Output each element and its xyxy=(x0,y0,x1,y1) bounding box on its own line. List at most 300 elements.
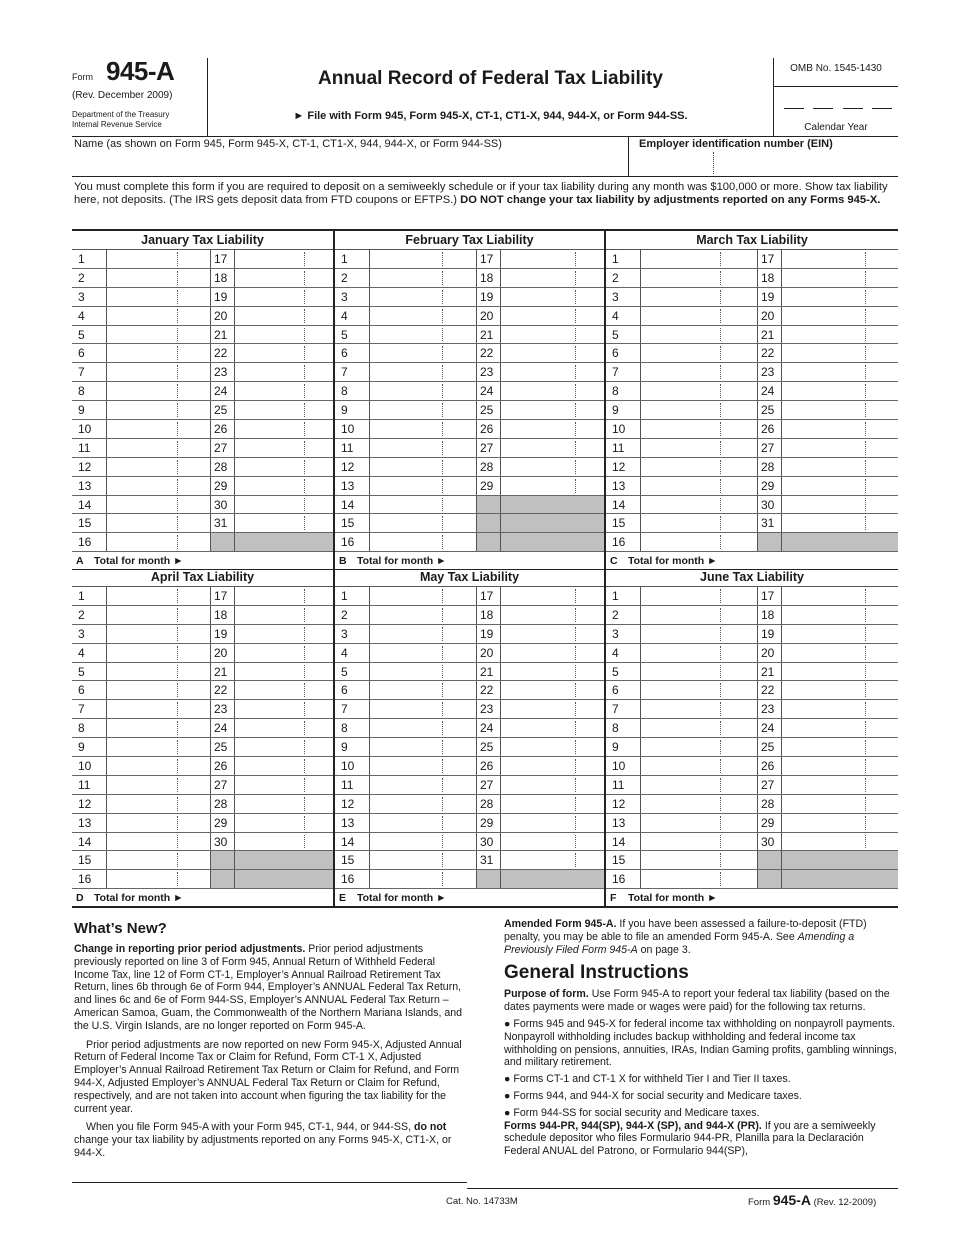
day-number: 13 xyxy=(78,478,92,493)
day-number: 17 xyxy=(757,587,781,605)
day-20-amount-input[interactable] xyxy=(234,307,333,325)
day-row xyxy=(72,363,333,382)
day-21-amount-input[interactable] xyxy=(234,663,333,681)
return-types-list xyxy=(504,1018,898,1120)
day-12-amount-input[interactable] xyxy=(106,458,210,476)
day-27-amount-input[interactable] xyxy=(781,439,898,457)
day-2-amount-input[interactable] xyxy=(106,269,210,287)
month-total-row[interactable] xyxy=(335,889,604,907)
day-number: 5 xyxy=(78,327,85,342)
day-8-amount-input[interactable] xyxy=(369,382,476,400)
day-9-amount-input[interactable] xyxy=(106,738,210,756)
ein-separator xyxy=(713,152,714,174)
day-15-amount-input[interactable] xyxy=(106,514,210,532)
day-10-amount-input[interactable] xyxy=(640,420,757,438)
day-number: 28 xyxy=(757,795,781,813)
day-25-amount-input[interactable] xyxy=(234,738,333,756)
day-15-amount-input[interactable] xyxy=(640,851,757,869)
day-26-amount-input[interactable] xyxy=(781,757,898,775)
day-28-amount-input[interactable] xyxy=(781,795,898,813)
day-11-amount-input[interactable] xyxy=(369,439,476,457)
day-number: 27 xyxy=(210,439,234,457)
day-row xyxy=(606,681,898,700)
day-row xyxy=(72,533,333,552)
day-number: 15 xyxy=(612,516,626,531)
day-28-amount-input[interactable] xyxy=(500,795,604,813)
day-13-amount-input[interactable] xyxy=(369,814,476,832)
day-11-amount-input[interactable] xyxy=(640,776,757,794)
day-27-amount-input[interactable] xyxy=(500,439,604,457)
day-number: 13 xyxy=(612,478,626,493)
day-number: 29 xyxy=(476,477,500,495)
day-row xyxy=(72,644,333,663)
unused-cell xyxy=(500,514,604,532)
name-field[interactable] xyxy=(72,152,628,176)
day-number: 9 xyxy=(78,740,85,755)
day-6-amount-input[interactable] xyxy=(106,681,210,699)
day-20-amount-input[interactable] xyxy=(781,644,898,662)
day-row xyxy=(606,757,898,776)
day-number: 3 xyxy=(78,626,85,641)
day-2-amount-input[interactable] xyxy=(369,606,476,624)
day-number: 26 xyxy=(476,420,500,438)
day-18-amount-input[interactable] xyxy=(234,269,333,287)
day-23-amount-input[interactable] xyxy=(781,363,898,381)
day-number: 2 xyxy=(612,270,619,285)
day-10-amount-input[interactable] xyxy=(640,757,757,775)
day-4-amount-input[interactable] xyxy=(369,307,476,325)
revision-date: (Rev. December 2009) xyxy=(72,90,173,101)
day-row xyxy=(335,776,604,795)
day-24-amount-input[interactable] xyxy=(781,382,898,400)
day-3-amount-input[interactable] xyxy=(106,288,210,306)
day-15-amount-input[interactable] xyxy=(106,851,210,869)
day-number: 1 xyxy=(612,589,619,603)
day-number: 31 xyxy=(210,514,234,532)
day-19-amount-input[interactable] xyxy=(234,288,333,306)
day-number xyxy=(210,533,234,551)
day-row xyxy=(72,833,333,852)
form-id-block xyxy=(72,58,208,136)
day-13-amount-input[interactable] xyxy=(106,477,210,495)
day-24-amount-input[interactable] xyxy=(234,719,333,737)
day-29-amount-input[interactable] xyxy=(234,814,333,832)
day-2-amount-input[interactable] xyxy=(369,269,476,287)
day-number: 19 xyxy=(757,288,781,306)
day-10-amount-input[interactable] xyxy=(369,757,476,775)
day-18-amount-input[interactable] xyxy=(781,606,898,624)
day-number: 10 xyxy=(612,759,626,774)
day-row xyxy=(606,439,898,458)
day-row xyxy=(72,269,333,288)
day-24-amount-input[interactable] xyxy=(234,382,333,400)
day-row xyxy=(72,587,333,606)
day-28-amount-input[interactable] xyxy=(234,795,333,813)
day-28-amount-input[interactable] xyxy=(500,458,604,476)
day-23-amount-input[interactable] xyxy=(500,700,604,718)
day-12-amount-input[interactable] xyxy=(640,795,757,813)
day-25-amount-input[interactable] xyxy=(781,738,898,756)
day-number: 20 xyxy=(476,644,500,662)
month-total-row[interactable] xyxy=(606,889,898,907)
day-13-amount-input[interactable] xyxy=(106,814,210,832)
day-4-amount-input[interactable] xyxy=(640,644,757,662)
day-11-amount-input[interactable] xyxy=(369,776,476,794)
day-number: 2 xyxy=(78,607,85,622)
day-14-amount-input[interactable] xyxy=(640,496,757,514)
day-number: 15 xyxy=(78,516,92,531)
day-15-amount-input[interactable] xyxy=(369,851,476,869)
day-number: 6 xyxy=(341,346,348,361)
day-row xyxy=(606,420,898,439)
day-number: 5 xyxy=(78,664,85,679)
day-26-amount-input[interactable] xyxy=(781,420,898,438)
day-22-amount-input[interactable] xyxy=(500,681,604,699)
day-17-amount-input[interactable] xyxy=(781,250,898,268)
day-number: 28 xyxy=(210,795,234,813)
day-6-amount-input[interactable] xyxy=(369,681,476,699)
day-20-amount-input[interactable] xyxy=(500,644,604,662)
day-22-amount-input[interactable] xyxy=(781,344,898,362)
day-21-amount-input[interactable] xyxy=(500,326,604,344)
day-number: 5 xyxy=(341,327,348,342)
day-number: 14 xyxy=(612,834,626,849)
day-13-amount-input[interactable] xyxy=(369,477,476,495)
day-row xyxy=(72,776,333,795)
day-6-amount-input[interactable] xyxy=(640,681,757,699)
day-6-amount-input[interactable] xyxy=(369,344,476,362)
day-3-amount-input[interactable] xyxy=(106,625,210,643)
return-type-item: ● Forms 944, and 944-X for social security and Medicare taxes. xyxy=(504,1089,802,1102)
total-label: Total for month ► xyxy=(357,892,447,905)
day-26-amount-input[interactable] xyxy=(234,420,333,438)
day-26-amount-input[interactable] xyxy=(500,757,604,775)
day-7-amount-input[interactable] xyxy=(106,363,210,381)
day-16-amount-input[interactable] xyxy=(369,870,476,888)
day-number: 2 xyxy=(78,270,85,285)
day-1-amount-input[interactable] xyxy=(369,250,476,268)
day-19-amount-input[interactable] xyxy=(781,625,898,643)
day-27-amount-input[interactable] xyxy=(500,776,604,794)
day-8-amount-input[interactable] xyxy=(640,382,757,400)
day-number: 29 xyxy=(476,814,500,832)
day-5-amount-input[interactable] xyxy=(369,663,476,681)
day-19-amount-input[interactable] xyxy=(234,625,333,643)
day-24-amount-input[interactable] xyxy=(500,382,604,400)
day-25-amount-input[interactable] xyxy=(234,401,333,419)
day-row xyxy=(606,833,898,852)
day-18-amount-input[interactable] xyxy=(781,269,898,287)
total-line-letter: B xyxy=(339,555,347,568)
day-31-amount-input[interactable] xyxy=(234,514,333,532)
day-22-amount-input[interactable] xyxy=(234,681,333,699)
day-25-amount-input[interactable] xyxy=(781,401,898,419)
day-10-amount-input[interactable] xyxy=(106,757,210,775)
day-number: 12 xyxy=(341,459,355,474)
day-29-amount-input[interactable] xyxy=(500,814,604,832)
month-column xyxy=(72,231,333,570)
day-number: 23 xyxy=(210,700,234,718)
day-3-amount-input[interactable] xyxy=(640,288,757,306)
day-1-amount-input[interactable] xyxy=(640,587,757,605)
day-28-amount-input[interactable] xyxy=(234,458,333,476)
day-12-amount-input[interactable] xyxy=(369,458,476,476)
day-row xyxy=(335,401,604,420)
day-9-amount-input[interactable] xyxy=(106,401,210,419)
day-number: 10 xyxy=(78,759,92,774)
day-number: 23 xyxy=(757,363,781,381)
day-21-amount-input[interactable] xyxy=(781,663,898,681)
day-28-amount-input[interactable] xyxy=(781,458,898,476)
day-31-amount-input[interactable] xyxy=(500,851,604,869)
day-row xyxy=(606,477,898,496)
day-23-amount-input[interactable] xyxy=(234,700,333,718)
day-number: 3 xyxy=(612,289,619,304)
return-type-item: ● Forms 945 and 945-X for federal income tax withholding on nonpayroll payments. Nonpayroll withholding includes backup withholding and federal income tax withholding on pensions, annuities, IRAs, Indian Gaming profits, gambling winnings, and military retirement. xyxy=(504,1017,897,1069)
unused-cell xyxy=(500,533,604,551)
day-number: 4 xyxy=(78,308,85,323)
day-3-amount-input[interactable] xyxy=(369,625,476,643)
day-19-amount-input[interactable] xyxy=(500,625,604,643)
day-7-amount-input[interactable] xyxy=(640,700,757,718)
day-row xyxy=(335,795,604,814)
day-4-amount-input[interactable] xyxy=(369,644,476,662)
day-5-amount-input[interactable] xyxy=(106,326,210,344)
day-number: 18 xyxy=(476,269,500,287)
month-total-row[interactable] xyxy=(72,889,333,907)
day-1-amount-input[interactable] xyxy=(640,250,757,268)
day-row xyxy=(72,496,333,515)
day-8-amount-input[interactable] xyxy=(106,719,210,737)
day-number: 17 xyxy=(476,587,500,605)
day-29-amount-input[interactable] xyxy=(500,477,604,495)
day-9-amount-input[interactable] xyxy=(640,401,757,419)
day-24-amount-input[interactable] xyxy=(500,719,604,737)
day-9-amount-input[interactable] xyxy=(369,401,476,419)
day-row xyxy=(72,719,333,738)
day-1-amount-input[interactable] xyxy=(369,587,476,605)
day-17-amount-input[interactable] xyxy=(781,587,898,605)
day-14-amount-input[interactable] xyxy=(640,833,757,851)
unused-cell xyxy=(234,533,333,551)
day-number: 12 xyxy=(341,796,355,811)
day-1-amount-input[interactable] xyxy=(106,587,210,605)
day-30-amount-input[interactable] xyxy=(781,496,898,514)
day-20-amount-input[interactable] xyxy=(781,307,898,325)
day-6-amount-input[interactable] xyxy=(106,344,210,362)
day-row xyxy=(606,738,898,757)
day-12-amount-input[interactable] xyxy=(106,795,210,813)
day-row xyxy=(72,625,333,644)
day-29-amount-input[interactable] xyxy=(234,477,333,495)
day-25-amount-input[interactable] xyxy=(500,738,604,756)
day-23-amount-input[interactable] xyxy=(500,363,604,381)
day-8-amount-input[interactable] xyxy=(640,719,757,737)
day-number: 28 xyxy=(757,458,781,476)
day-row xyxy=(335,363,604,382)
day-7-amount-input[interactable] xyxy=(369,700,476,718)
day-row xyxy=(335,250,604,269)
day-2-amount-input[interactable] xyxy=(640,269,757,287)
day-4-amount-input[interactable] xyxy=(106,644,210,662)
total-label: Total for month ► xyxy=(628,555,718,568)
day-number: 31 xyxy=(757,514,781,532)
day-row xyxy=(606,663,898,682)
day-number: 10 xyxy=(78,422,92,437)
day-number: 14 xyxy=(78,497,92,512)
day-16-amount-input[interactable] xyxy=(640,533,757,551)
day-23-amount-input[interactable] xyxy=(781,700,898,718)
day-row xyxy=(72,420,333,439)
day-5-amount-input[interactable] xyxy=(369,326,476,344)
day-17-amount-input[interactable] xyxy=(234,587,333,605)
day-5-amount-input[interactable] xyxy=(106,663,210,681)
day-30-amount-input[interactable] xyxy=(781,833,898,851)
day-6-amount-input[interactable] xyxy=(640,344,757,362)
day-8-amount-input[interactable] xyxy=(106,382,210,400)
department xyxy=(72,110,169,130)
total-line-letter: F xyxy=(610,892,617,905)
day-number: 26 xyxy=(210,757,234,775)
day-18-amount-input[interactable] xyxy=(234,606,333,624)
day-number: 8 xyxy=(78,721,85,736)
day-31-amount-input[interactable] xyxy=(781,514,898,532)
day-number: 27 xyxy=(757,776,781,794)
day-20-amount-input[interactable] xyxy=(500,307,604,325)
day-row xyxy=(335,382,604,401)
day-number: 6 xyxy=(612,683,619,698)
day-number: 18 xyxy=(757,606,781,624)
day-number: 15 xyxy=(78,853,92,868)
day-19-amount-input[interactable] xyxy=(781,288,898,306)
day-15-amount-input[interactable] xyxy=(369,514,476,532)
day-7-amount-input[interactable] xyxy=(369,363,476,381)
day-17-amount-input[interactable] xyxy=(500,587,604,605)
day-row xyxy=(335,814,604,833)
day-17-amount-input[interactable] xyxy=(500,250,604,268)
day-row xyxy=(335,307,604,326)
divider xyxy=(774,86,898,87)
day-number: 17 xyxy=(757,250,781,268)
day-18-amount-input[interactable] xyxy=(500,606,604,624)
day-row xyxy=(606,851,898,870)
return-type-item: ● Forms CT-1 and CT-1 X for withheld Tier I and Tier II taxes. xyxy=(504,1073,791,1086)
day-7-amount-input[interactable] xyxy=(106,700,210,718)
day-15-amount-input[interactable] xyxy=(640,514,757,532)
day-13-amount-input[interactable] xyxy=(640,477,757,495)
day-11-amount-input[interactable] xyxy=(106,776,210,794)
day-30-amount-input[interactable] xyxy=(500,833,604,851)
day-11-amount-input[interactable] xyxy=(106,439,210,457)
day-16-amount-input[interactable] xyxy=(640,870,757,888)
day-8-amount-input[interactable] xyxy=(369,719,476,737)
day-26-amount-input[interactable] xyxy=(234,757,333,775)
day-27-amount-input[interactable] xyxy=(234,776,333,794)
day-29-amount-input[interactable] xyxy=(781,814,898,832)
day-21-amount-input[interactable] xyxy=(781,326,898,344)
day-number: 8 xyxy=(78,384,85,399)
unused-cell xyxy=(781,851,898,869)
day-5-amount-input[interactable] xyxy=(640,326,757,344)
day-12-amount-input[interactable] xyxy=(369,795,476,813)
day-number: 12 xyxy=(612,459,626,474)
day-17-amount-input[interactable] xyxy=(234,250,333,268)
day-2-amount-input[interactable] xyxy=(106,606,210,624)
day-4-amount-input[interactable] xyxy=(106,307,210,325)
day-row xyxy=(72,288,333,307)
calendar-year-label: Calendar Year xyxy=(804,122,868,133)
day-10-amount-input[interactable] xyxy=(369,420,476,438)
day-27-amount-input[interactable] xyxy=(781,776,898,794)
day-number: 20 xyxy=(476,307,500,325)
day-number: 11 xyxy=(341,777,354,792)
day-26-amount-input[interactable] xyxy=(500,420,604,438)
day-number: 8 xyxy=(341,384,348,399)
day-22-amount-input[interactable] xyxy=(234,344,333,362)
day-30-amount-input[interactable] xyxy=(234,833,333,851)
day-14-amount-input[interactable] xyxy=(106,496,210,514)
day-7-amount-input[interactable] xyxy=(640,363,757,381)
day-9-amount-input[interactable] xyxy=(640,738,757,756)
day-21-amount-input[interactable] xyxy=(234,326,333,344)
day-24-amount-input[interactable] xyxy=(781,719,898,737)
day-number: 3 xyxy=(612,626,619,641)
day-number: 11 xyxy=(78,440,91,455)
day-4-amount-input[interactable] xyxy=(640,307,757,325)
day-22-amount-input[interactable] xyxy=(781,681,898,699)
day-number: 25 xyxy=(476,401,500,419)
day-30-amount-input[interactable] xyxy=(234,496,333,514)
day-14-amount-input[interactable] xyxy=(369,833,476,851)
day-number: 30 xyxy=(757,496,781,514)
day-3-amount-input[interactable] xyxy=(640,625,757,643)
day-27-amount-input[interactable] xyxy=(234,439,333,457)
day-19-amount-input[interactable] xyxy=(500,288,604,306)
day-3-amount-input[interactable] xyxy=(369,288,476,306)
day-row xyxy=(335,870,604,889)
day-number: 16 xyxy=(612,872,626,887)
day-14-amount-input[interactable] xyxy=(369,496,476,514)
file-with-instruction: ► File with Form 945, Form 945-X, CT-1, CT1-X, 944, 944-X, or Form 944-SS. xyxy=(293,110,688,122)
day-23-amount-input[interactable] xyxy=(234,363,333,381)
day-1-amount-input[interactable] xyxy=(106,250,210,268)
day-14-amount-input[interactable] xyxy=(106,833,210,851)
day-21-amount-input[interactable] xyxy=(500,663,604,681)
day-number: 30 xyxy=(757,833,781,851)
day-9-amount-input[interactable] xyxy=(369,738,476,756)
day-25-amount-input[interactable] xyxy=(500,401,604,419)
day-5-amount-input[interactable] xyxy=(640,663,757,681)
ein-field[interactable] xyxy=(628,136,898,176)
day-number: 28 xyxy=(476,458,500,476)
day-2-amount-input[interactable] xyxy=(640,606,757,624)
day-22-amount-input[interactable] xyxy=(500,344,604,362)
day-11-amount-input[interactable] xyxy=(640,439,757,457)
day-16-amount-input[interactable] xyxy=(106,870,210,888)
day-29-amount-input[interactable] xyxy=(781,477,898,495)
day-row xyxy=(335,533,604,552)
day-20-amount-input[interactable] xyxy=(234,644,333,662)
day-number: 15 xyxy=(612,853,626,868)
day-16-amount-input[interactable] xyxy=(106,533,210,551)
day-18-amount-input[interactable] xyxy=(500,269,604,287)
day-10-amount-input[interactable] xyxy=(106,420,210,438)
day-12-amount-input[interactable] xyxy=(640,458,757,476)
calendar-year-input[interactable] xyxy=(784,108,892,109)
day-13-amount-input[interactable] xyxy=(640,814,757,832)
day-16-amount-input[interactable] xyxy=(369,533,476,551)
day-number: 29 xyxy=(210,814,234,832)
